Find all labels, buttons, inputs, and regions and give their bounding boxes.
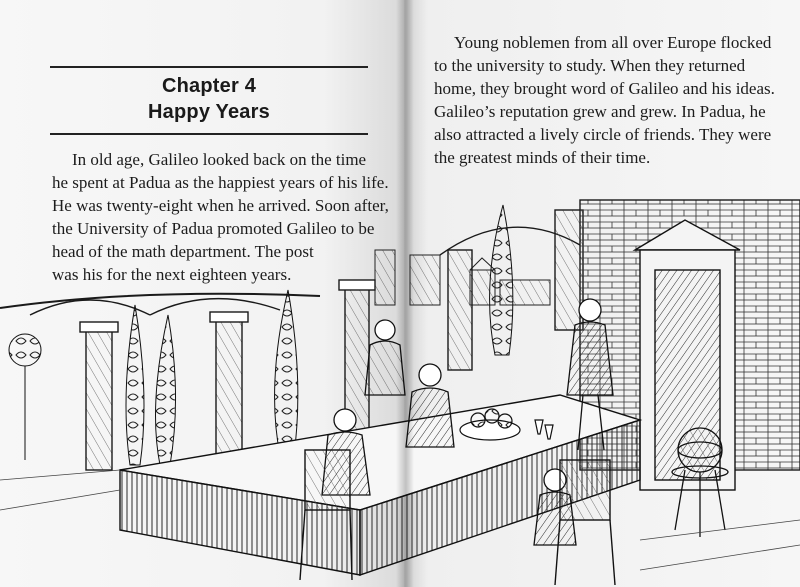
text-line: to the university to study. When they returned: [434, 56, 746, 75]
text-line: He was twenty-eight when he arrived. Soon after,: [52, 196, 389, 215]
courtyard-illustration: [0, 180, 800, 587]
text-line: the University of Padua promoted Galileo to be: [52, 219, 375, 238]
text-line: Young noblemen from all over Europe flocked: [454, 33, 772, 52]
chapter-title: Happy Years: [148, 101, 270, 123]
text-line: also attracted a lively circle of friends. They were: [434, 125, 772, 144]
text-line: head of the math department. The post: [52, 242, 314, 261]
text-line: home, they brought word of Galileo and his ideas.: [434, 79, 775, 98]
text-line: the greatest minds of their time.: [434, 148, 651, 167]
text-line: was his for the next eighteen years.: [52, 265, 292, 284]
chapter-rule-bottom: [50, 133, 368, 135]
text-line: Galileo’s reputation grew and grew. In Padua, he: [434, 102, 766, 121]
right-paragraph: [434, 31, 774, 169]
text-line: In old age, Galileo looked back on the time: [72, 150, 367, 169]
chapter-rule-top: [50, 66, 368, 68]
chapter-number: Chapter 4: [161, 75, 257, 97]
text-line: he spent at Padua as the happiest years of his life.: [52, 173, 389, 192]
